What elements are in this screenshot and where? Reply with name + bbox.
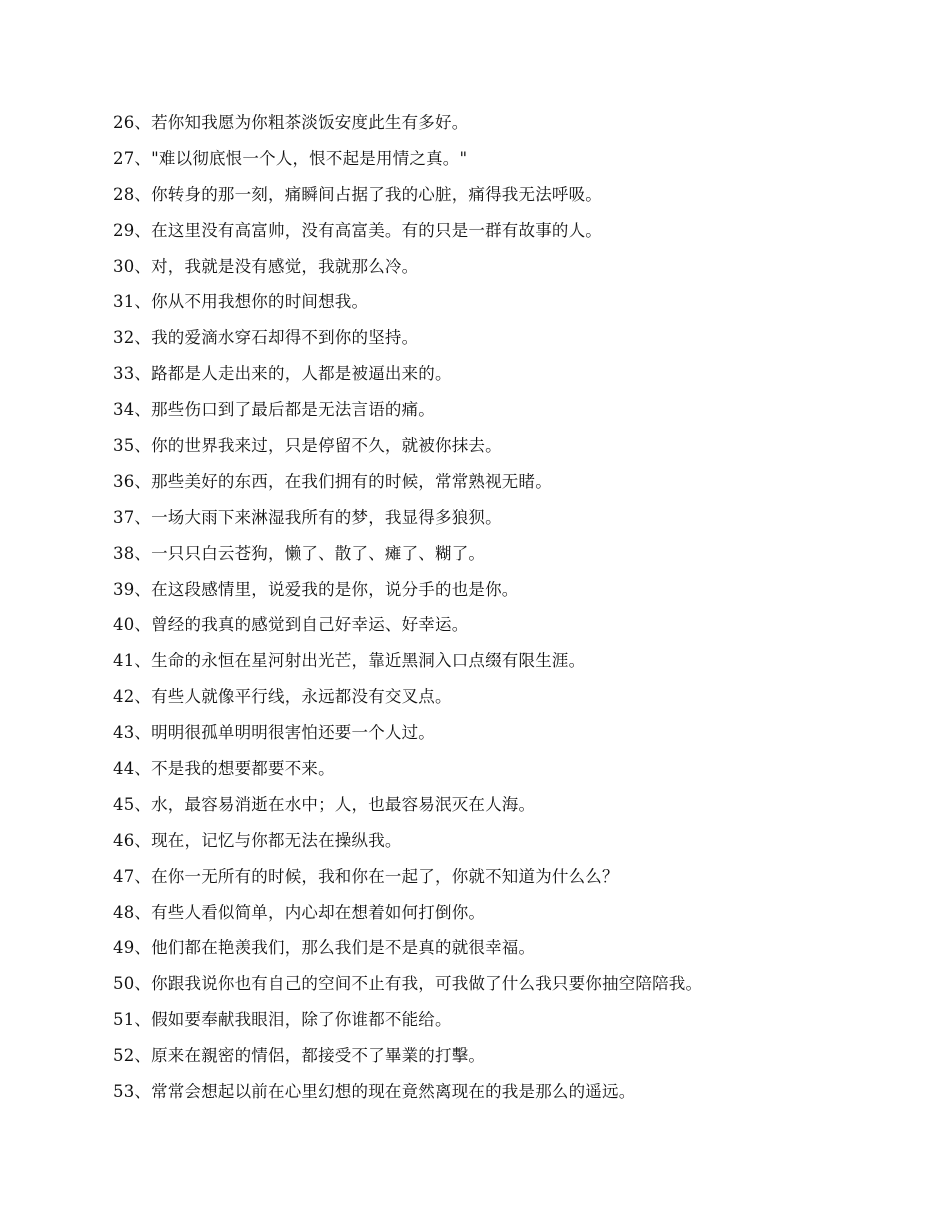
quote-line-35: 35、你的世界我来过，只是停留不久，就被你抹去。 [113, 436, 502, 456]
quote-line-37: 37、一场大雨下来淋湿我所有的梦，我显得多狼狈。 [113, 507, 502, 527]
quote-line-27: 27、"难以彻底恨一个人，恨不起是用情之真。" [113, 148, 468, 168]
quote-line-52: 52、原来在親密的情侶，都接受不了畢業的打擊。 [113, 1046, 486, 1066]
quote-line-29: 29、在这里没有高富帅，没有高富美。有的只是一群有故事的人。 [113, 220, 602, 240]
quote-line-26: 26、若你知我愿为你粗茶淡饭安度此生有多好。 [113, 113, 469, 132]
quote-line-38: 38、一只只白云苍狗，懒了、散了、瘫了、糊了。 [113, 543, 486, 563]
quote-line-47: 47、在你一无所有的时候，我和你在一起了，你就不知道为什么么？ [113, 866, 619, 886]
quote-line-41: 41、生命的永恒在星河射出光芒，靠近黑洞入口点缀有限生涯。 [113, 651, 586, 671]
quote-line-44: 44、不是我的想要都要不来。 [113, 759, 335, 779]
quote-line-36: 36、那些美好的东西，在我们拥有的时候，常常熟视无睹。 [113, 471, 552, 491]
quote-line-34: 34、那些伤口到了最后都是无法言语的痛。 [113, 400, 435, 420]
quote-line-40: 40、曾经的我真的感觉到自己好幸运、好幸运。 [113, 615, 469, 635]
quote-line-45: 45、水，最容易消逝在水中；人，也最容易泯灭在人海。 [113, 794, 536, 814]
quote-line-46: 46、现在，记忆与你都无法在操纵我。 [113, 830, 402, 850]
quote-line-32: 32、我的爱滴水穿石却得不到你的坚持。 [113, 328, 419, 348]
quote-line-50: 50、你跟我说你也有自己的空间不止有我，可我做了什么我只要你抽空陪陪我。 [113, 974, 703, 994]
quote-line-33: 33、路都是人走出来的，人都是被逼出来的。 [113, 364, 452, 384]
quote-line-43: 43、明明很孤单明明很害怕还要一个人过。 [113, 723, 435, 743]
quote-list [113, 110, 913, 1115]
quote-line-51: 51、假如要奉献我眼泪，除了你谁都不能给。 [113, 1010, 452, 1030]
quote-line-39: 39、在这段感情里，说爱我的是你，说分手的也是你。 [113, 579, 519, 599]
quote-line-42: 42、有些人就像平行线，永远都没有交叉点。 [113, 687, 452, 707]
quote-line-53: 53、常常会想起以前在心里幻想的现在竟然离现在的我是那么的遥远。 [113, 1082, 636, 1102]
quote-line-30: 30、对，我就是没有感觉，我就那么冷。 [113, 256, 419, 276]
quote-line-48: 48、有些人看似简单，内心却在想着如何打倒你。 [113, 902, 486, 922]
quote-line-31: 31、你从不用我想你的时间想我。 [113, 292, 369, 312]
quote-line-28: 28、你转身的那一刻，痛瞬间占据了我的心脏，痛得我无法呼吸。 [113, 184, 602, 204]
quote-line-49: 49、他们都在艳羡我们，那么我们是不是真的就很幸福。 [113, 938, 536, 958]
